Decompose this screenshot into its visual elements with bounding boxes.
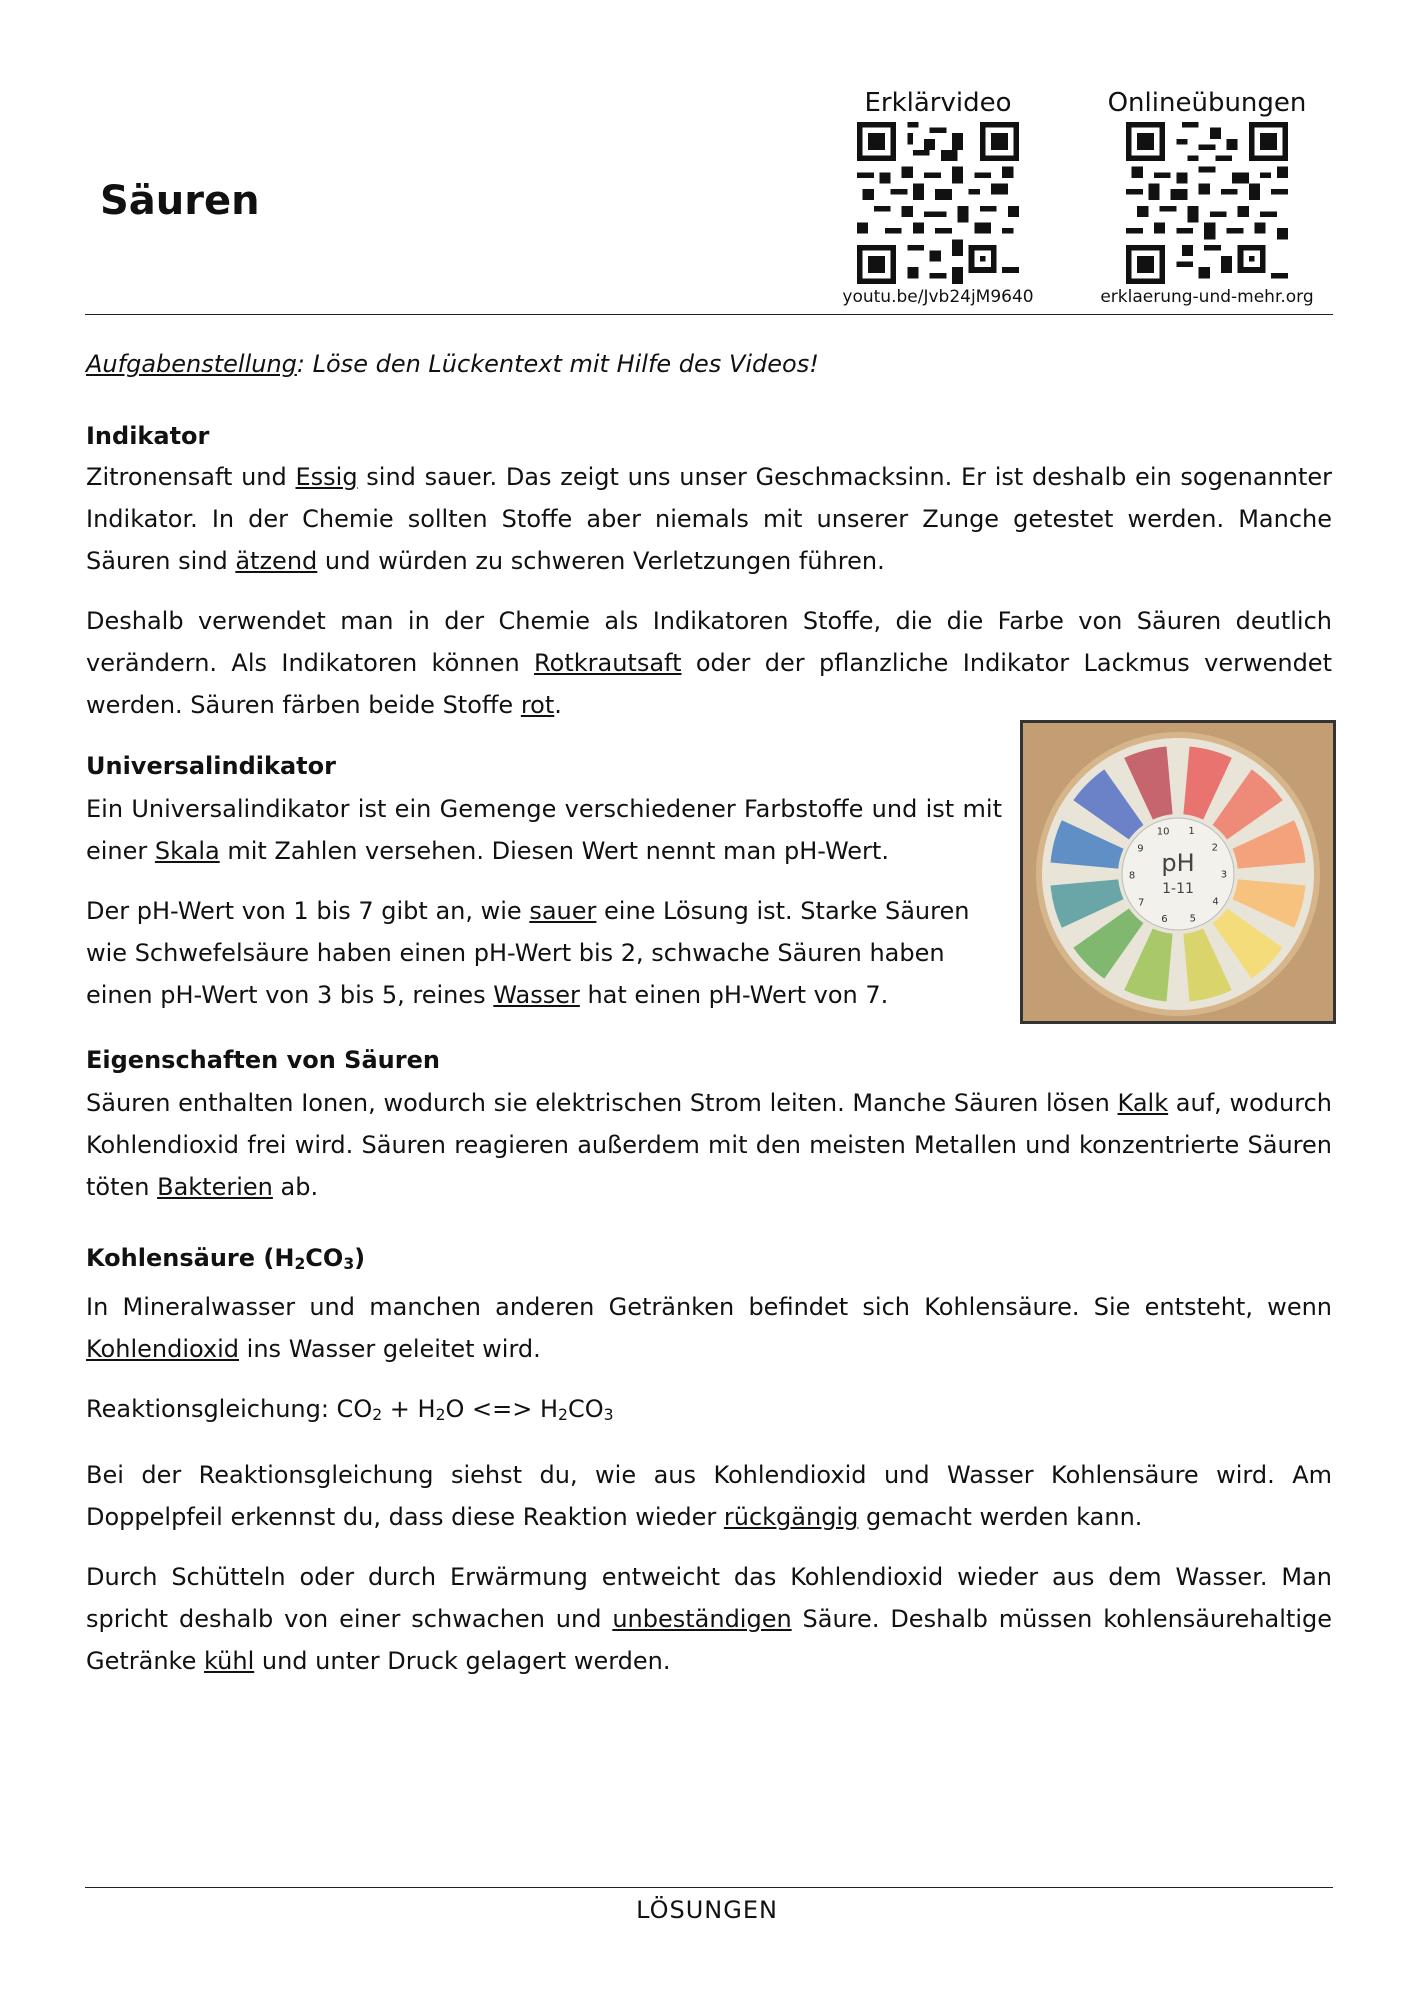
task-instruction: Aufgabenstellung: Löse den Lückentext mit Hilfe des Videos! (86, 350, 819, 378)
qr-url-exercises[interactable]: erklaerung-und-mehr.org (1100, 287, 1314, 307)
qr-code-exercises[interactable] (1126, 122, 1288, 284)
heading-universalindikator: Universalindikator (86, 752, 336, 780)
qr-heading-exercises: Onlineübungen (1107, 88, 1307, 118)
ph-scale-number: 4 (1212, 896, 1219, 908)
blank-answer: Bakterien (157, 1173, 273, 1201)
section-kohlensaeure (86, 1240, 1332, 1682)
qr-block-video[interactable] (822, 88, 1054, 308)
blank-answer: rückgängig (723, 1503, 859, 1531)
blank-answer: Wasser (493, 981, 580, 1009)
blank-answer: Skala (154, 837, 220, 865)
blank-answer: Essig (295, 463, 358, 491)
ph-scale-number: 7 (1137, 897, 1145, 909)
heading-indikator: Indikator (86, 422, 210, 450)
paragraph-eigenschaften: Säuren enthalten Ionen, wodurch sie elektrischen Strom leiten. Manche Säuren lösen Kalk auf, wodurch Kohlendioxid frei wird. Säuren reagieren außerdem mit den meisten Metallen und konzentrierte Säuren töten Bakterien ab. (86, 1089, 1332, 1201)
heading-kohlensaeure: Kohlensäure $(H_2CO_3)$ (86, 1244, 366, 1273)
header-divider (85, 314, 1333, 315)
paragraph-indikator-2: Deshalb verwendet man in der Chemie als Indikatoren Stoffe, die die Farbe von Säuren deutlich verändern. Als Indikatoren können Rotkrautsaft oder der pflanzliche Indikator Lackmus verwendet werden. Säuren färben beide Stoffe rot. (86, 607, 1332, 719)
paragraph-indikator-1: Zitronensaft und Essig sind sauer. Das zeigt uns unser Geschmacksinn. Er ist deshalb ein sogenannter Indikator. In der Chemie sollten Stoffe aber niemals mit unserer Zunge getestet werden. Manche Säuren sind ätzend und würden zu schweren Verletzungen führen. (86, 463, 1332, 575)
blank-answer: ätzend (235, 547, 318, 575)
qr-block-exercises[interactable] (1082, 88, 1332, 308)
qr-heading-video: Erklärvideo (864, 88, 1012, 118)
ph-label: pH (1161, 849, 1195, 877)
reaction-equation: Reaktionsgleichung: $CO_2 + H_2O$ <=> $H_2CO_3$ (86, 1395, 614, 1424)
ph-scale-number: 5 (1189, 913, 1197, 925)
heading-eigenschaften: Eigenschaften von Säuren (86, 1046, 440, 1074)
paragraph-kohlensaeure-2: Bei der Reaktionsgleichung siehst du, wie aus Kohlendioxid und Wasser Kohlensäure wird. Am Doppelpfeil erkennst du, dass diese Reaktion wieder rückgängig gemacht werden kann. (86, 1461, 1332, 1531)
ph-scale-number: 6 (1161, 913, 1168, 925)
ph-scale-number: 8 (1128, 870, 1136, 882)
ph-scale-number: 1 (1188, 826, 1195, 838)
paragraph-kohlensaeure-1: In Mineralwasser und manchen anderen Getränken befindet sich Kohlensäure. Sie entsteht, wenn Kohlendioxid ins Wasser geleitet wird. (86, 1293, 1332, 1363)
page-title: Säuren (100, 178, 260, 224)
footer-divider (85, 1887, 1333, 1888)
blank-answer: kühl (204, 1647, 255, 1675)
paragraph-universal-1: Ein Universalindikator ist ein Gemenge verschiedener Farbstoffe und ist mit einer Skala mit Zahlen versehen. Diesen Wert nennt man pH-Wert. (86, 795, 1002, 865)
blank-answer: unbeständigen (612, 1605, 792, 1633)
ph-indicator-photo (1020, 720, 1336, 1024)
ph-range-label: 1-11 (1162, 881, 1194, 897)
task-text: Löse den Lückentext mit Hilfe des Videos! (305, 350, 819, 378)
blank-answer: Rotkrautsaft (534, 649, 682, 677)
ph-scale-number: 10 (1156, 826, 1170, 838)
ph-color-wheel (1023, 723, 1333, 1021)
blank-answer: Kohlendioxid (86, 1335, 240, 1363)
task-label: Aufgabenstellung (86, 350, 297, 378)
qr-code-video[interactable] (857, 122, 1019, 284)
section-eigenschaften (86, 1042, 1332, 1208)
blank-answer: rot (520, 691, 555, 719)
footer-label: LÖSUNGEN (636, 1896, 778, 1924)
paragraph-kohlensaeure-3: Durch Schütteln oder durch Erwärmung entweicht das Kohlendioxid wieder aus dem Wasser. Man spricht deshalb von einer schwachen und unbeständigen Säure. Deshalb müssen kohlensäurehaltige Getränke kühl und unter Druck gelagert werden. (86, 1563, 1332, 1675)
section-universalindikator (86, 748, 1002, 1016)
section-indikator (86, 418, 1332, 726)
paragraph-universal-2: Der pH-Wert von 1 bis 7 gibt an, wie sauer eine Lösung ist. Starke Säuren wie Schwefelsäure haben einen pH-Wert bis 2, schwache Säuren haben einen pH-Wert von 3 bis 5, reines Wasser hat einen pH-Wert von 7. (86, 897, 970, 1009)
blank-answer: Kalk (1117, 1089, 1169, 1117)
ph-scale-number: 3 (1220, 869, 1228, 881)
qr-url-video[interactable]: youtu.be/Jvb24jM9640 (842, 287, 1034, 307)
blank-answer: sauer (529, 897, 597, 925)
ph-scale-number: 9 (1137, 843, 1144, 855)
ph-scale-number: 2 (1211, 842, 1219, 854)
